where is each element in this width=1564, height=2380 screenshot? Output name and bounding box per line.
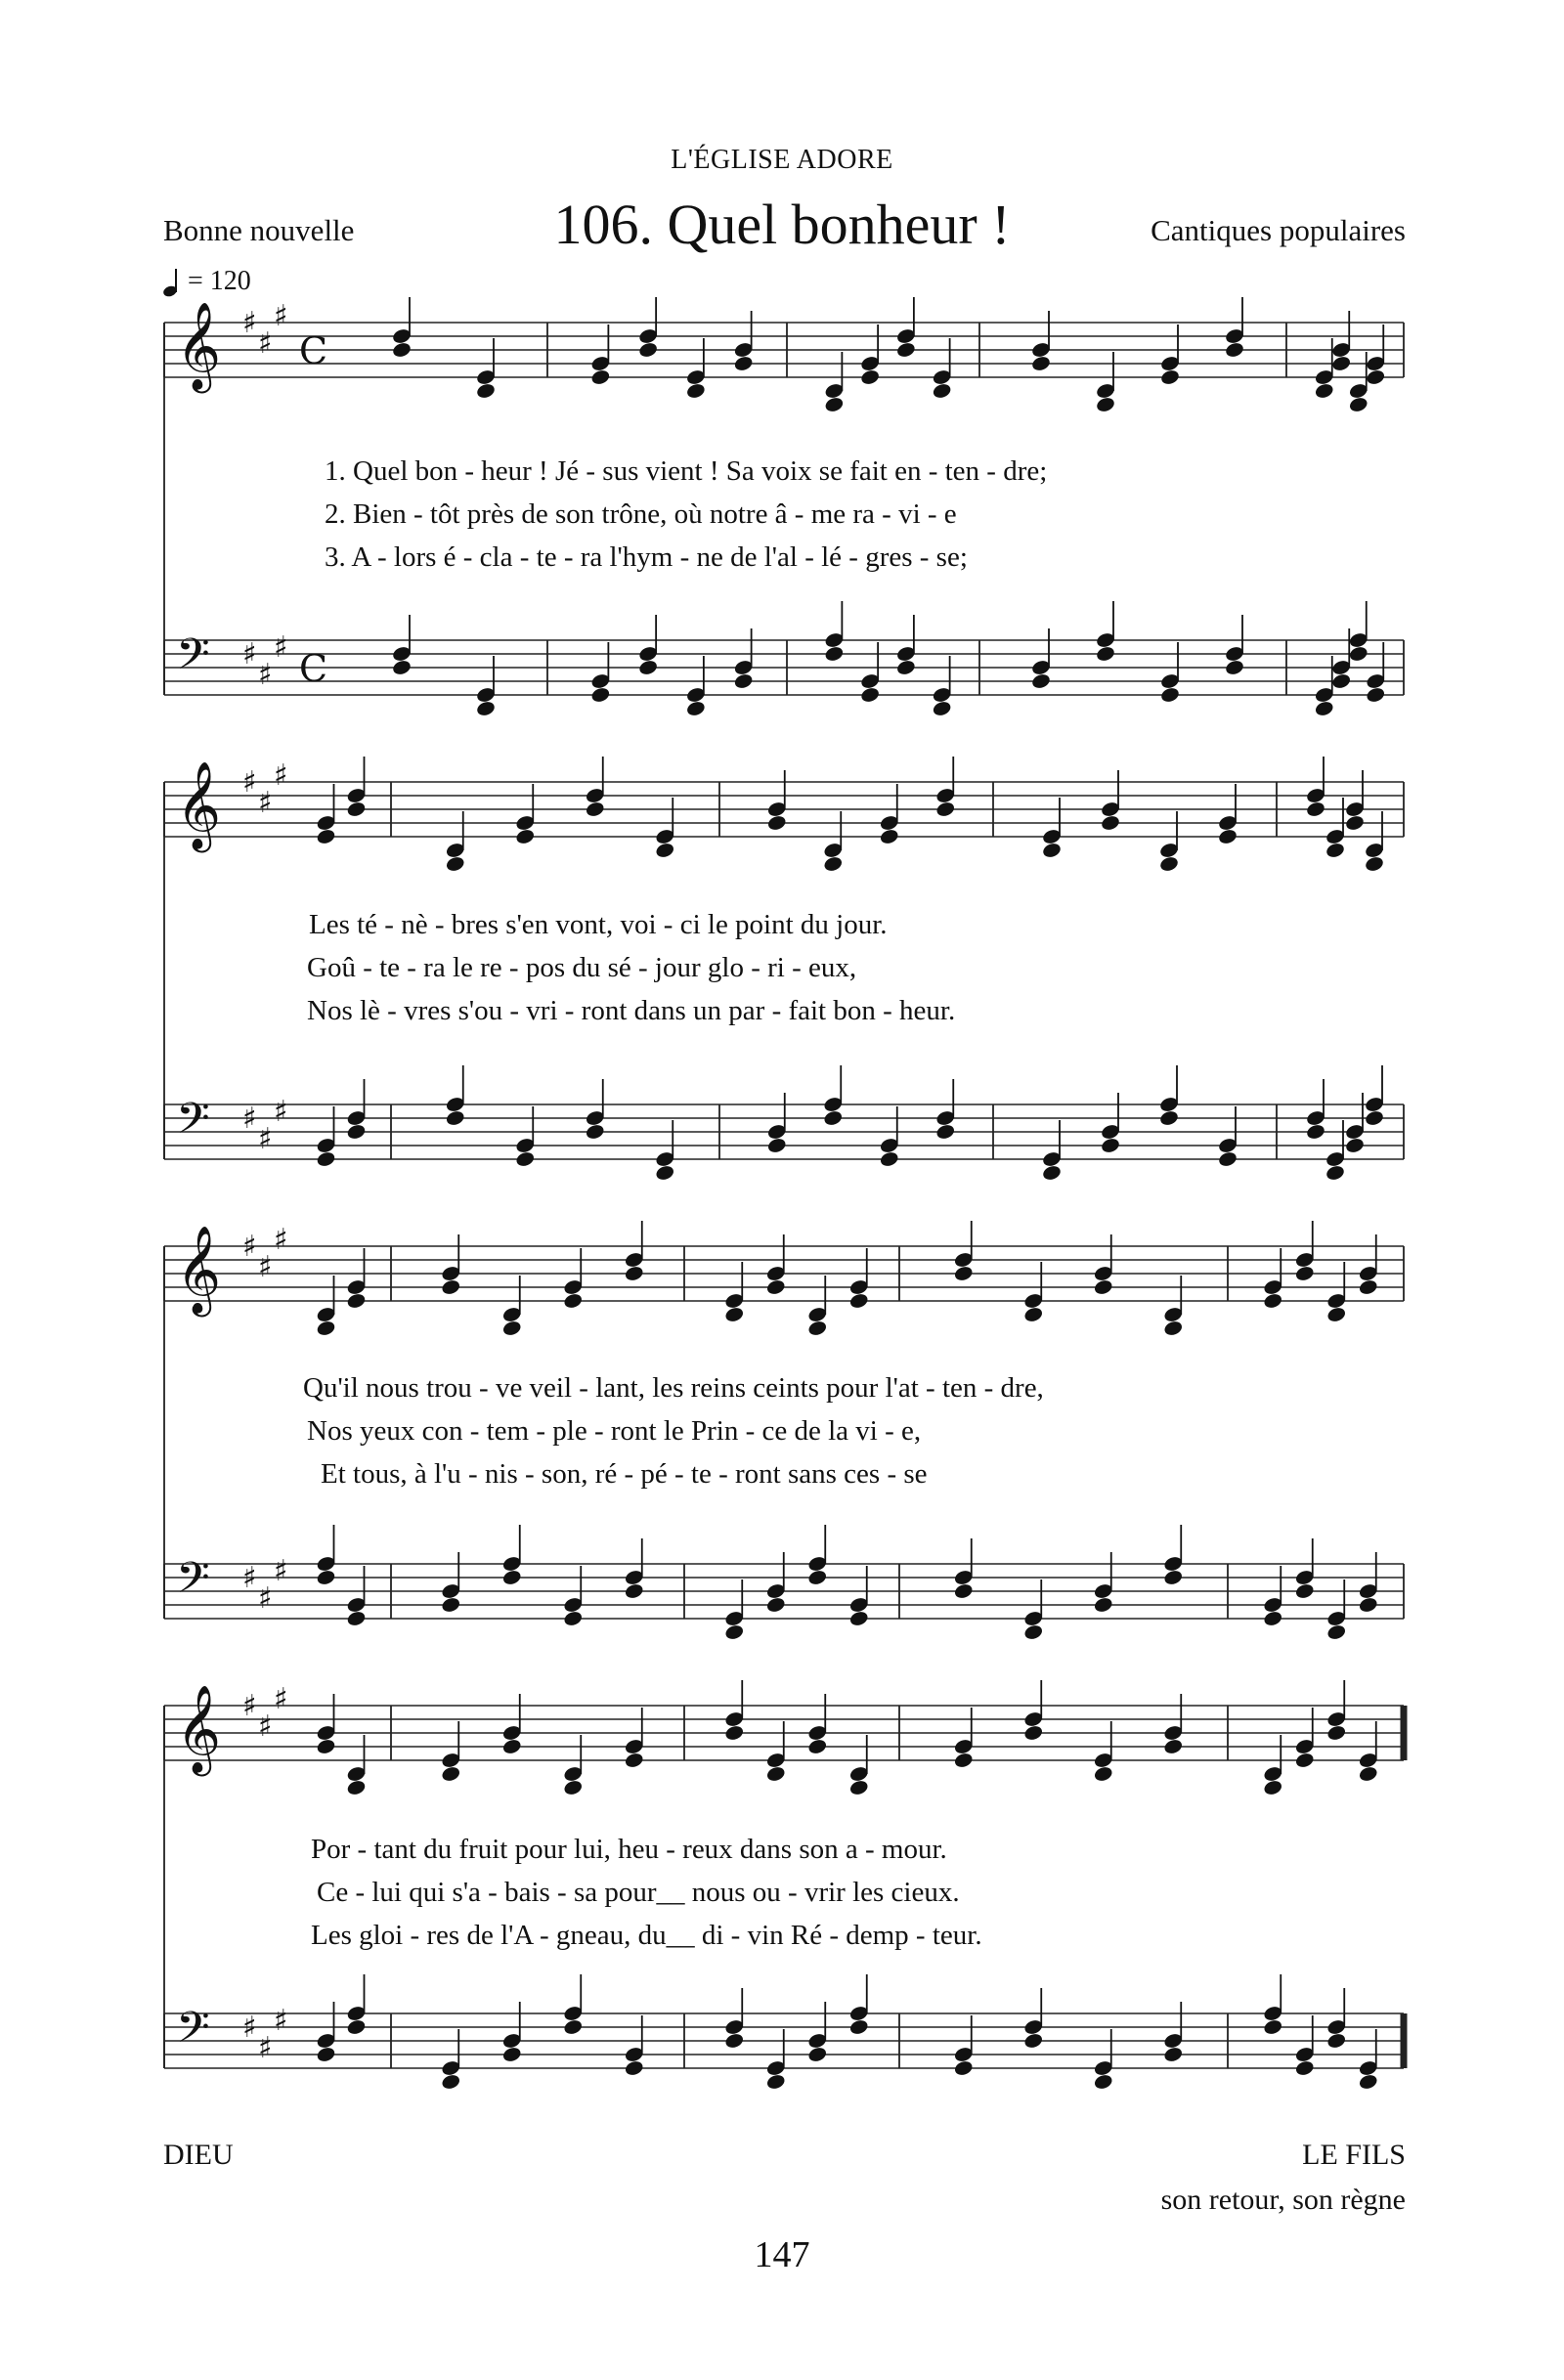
notehead — [1358, 1765, 1378, 1783]
notehead — [935, 1123, 956, 1141]
bass-clef-icon: 𝄢 — [176, 2002, 210, 2063]
notehead — [1294, 1265, 1315, 1282]
notehead — [316, 1569, 336, 1586]
notehead — [685, 382, 706, 400]
sharp-icon: ♯ — [258, 1581, 273, 1616]
lyrics-line: Goû - te - ra le re - pos du sé - jour glo - ri - eux, — [307, 952, 857, 983]
sharp-icon: ♯ — [274, 630, 288, 665]
notehead — [879, 1150, 899, 1168]
notehead — [895, 341, 916, 359]
notehead — [637, 341, 658, 359]
sharp-icon: ♯ — [258, 1250, 273, 1284]
notehead — [1366, 686, 1386, 704]
notehead — [848, 2018, 869, 2036]
notehead — [1263, 1610, 1283, 1627]
sharp-icon: ♯ — [274, 1554, 288, 1588]
notehead — [1314, 382, 1334, 400]
notehead — [501, 1569, 522, 1586]
notehead — [807, 1569, 828, 1586]
lyrics-line: Et tous, à l'u - nis - son, ré - pé - te - ront sans ces - se — [321, 1458, 928, 1490]
notehead — [590, 368, 611, 386]
notehead — [1159, 368, 1180, 386]
notehead — [848, 1779, 869, 1796]
notehead — [1163, 2046, 1184, 2063]
sharp-icon: ♯ — [242, 2011, 257, 2045]
notehead — [1348, 396, 1368, 413]
footer-right-sublabel: son retour, son règne — [1160, 2184, 1406, 2216]
sharp-icon: ♯ — [258, 1122, 273, 1156]
lyrics-line: Nos yeux con - tem - ple - ront le Prin - ce de la vi - e, — [307, 1415, 922, 1447]
notehead — [1294, 1582, 1315, 1600]
notehead — [1364, 855, 1384, 873]
notehead — [585, 801, 605, 818]
treble-clef-icon: 𝄞 — [176, 1685, 222, 1773]
notehead — [346, 1779, 367, 1796]
notehead — [765, 1596, 786, 1614]
notehead — [1023, 1724, 1044, 1742]
notehead — [501, 2046, 522, 2063]
lyrics-line: Qu'il nous trou - ve veil - lant, les reins ceints pour l'at - ten - dre, — [303, 1372, 1044, 1404]
sharp-icon: ♯ — [258, 658, 273, 692]
section-heading: L'ÉGLISE ADORE — [671, 145, 893, 175]
notehead — [316, 2046, 336, 2063]
sharp-icon: ♯ — [274, 1223, 288, 1257]
bass-clef-icon: 𝄢 — [176, 1093, 210, 1154]
notehead — [1263, 1779, 1283, 1796]
sharp-icon: ♯ — [242, 637, 257, 671]
notehead — [1305, 1123, 1325, 1141]
notehead — [624, 1752, 644, 1769]
notehead — [685, 700, 706, 717]
notehead — [848, 1610, 869, 1627]
hymn-source: Cantiques populaires — [1151, 213, 1406, 247]
notehead — [445, 1109, 465, 1127]
notehead — [624, 1582, 644, 1600]
notehead — [515, 1150, 536, 1168]
notehead — [953, 2059, 974, 2077]
notehead — [1348, 645, 1368, 663]
footer-right-label: LE FILS — [1302, 2139, 1406, 2171]
notehead — [1224, 341, 1244, 359]
treble-clef-icon: 𝄞 — [176, 1226, 222, 1314]
notehead — [807, 2046, 828, 2063]
notehead — [445, 855, 465, 873]
notehead — [1030, 355, 1051, 372]
sharp-icon: ♯ — [258, 786, 273, 820]
sharp-icon: ♯ — [274, 299, 288, 333]
notehead — [316, 1150, 336, 1168]
notehead — [346, 1292, 367, 1310]
notehead — [316, 1320, 336, 1337]
notehead — [953, 1752, 974, 1769]
time-signature: C — [299, 647, 328, 690]
notehead — [346, 1610, 367, 1627]
notehead — [824, 645, 845, 663]
notehead — [1325, 1164, 1345, 1182]
notehead — [895, 659, 916, 676]
notehead — [824, 396, 845, 413]
notehead — [859, 686, 880, 704]
notehead — [807, 1738, 828, 1755]
notehead — [346, 1123, 367, 1141]
lyrics-line: 1. Quel bon - heur ! Jé - sus vient ! Sa voix se fait en - ten - dre; — [325, 455, 1048, 487]
notehead — [1093, 1765, 1113, 1783]
tune-name: Bonne nouvelle — [163, 213, 355, 247]
notehead — [1163, 1569, 1184, 1586]
notehead — [765, 2073, 786, 2091]
notehead — [733, 672, 754, 690]
sharp-icon: ♯ — [258, 1709, 273, 1744]
notehead — [391, 659, 412, 676]
lyrics-line: 2. Bien - tôt près de son trône, où notre â - me ra - vi - e — [325, 498, 957, 530]
notehead — [766, 1137, 787, 1154]
notehead — [1093, 2073, 1113, 2091]
sharp-icon: ♯ — [242, 306, 257, 340]
notehead — [724, 1623, 745, 1641]
notehead — [807, 1320, 828, 1337]
footer-left-label: DIEU — [163, 2139, 234, 2171]
notehead — [441, 1596, 461, 1614]
notehead — [316, 828, 336, 845]
notehead — [848, 1292, 869, 1310]
notehead — [932, 700, 952, 717]
notehead — [1023, 1623, 1044, 1641]
lyrics-line: Les gloi - res de l'A - gneau, du__ di - vin Ré - demp - teur. — [311, 1920, 982, 1951]
page-number: 147 — [754, 2234, 810, 2275]
notehead — [1041, 1164, 1062, 1182]
sharp-icon: ♯ — [274, 1095, 288, 1129]
notehead — [1305, 801, 1325, 818]
notehead — [475, 382, 496, 400]
lyrics-line: Les té - nè - bres s'en vont, voi - ci le point du jour. — [309, 909, 888, 940]
hymn-title: 106. Quel bonheur ! — [553, 193, 1011, 256]
notehead — [1358, 1596, 1378, 1614]
notehead — [515, 828, 536, 845]
notehead — [1163, 1320, 1184, 1337]
notehead — [1366, 368, 1386, 386]
notehead — [1344, 1137, 1365, 1154]
notehead — [441, 1278, 461, 1296]
notehead — [501, 1738, 522, 1755]
notehead — [1294, 2059, 1315, 2077]
notehead — [1294, 1752, 1315, 1769]
notehead — [935, 801, 956, 818]
time-signature: C — [299, 329, 328, 372]
notehead — [1263, 1292, 1283, 1310]
sharp-icon: ♯ — [242, 1689, 257, 1723]
notehead — [1325, 842, 1345, 859]
sharp-icon: ♯ — [242, 1102, 257, 1136]
notehead — [1030, 672, 1051, 690]
lyrics-line: Por - tant du fruit pour lui, heu - reux dans son a - mour. — [311, 1834, 947, 1865]
notehead — [879, 828, 899, 845]
notehead — [823, 1109, 844, 1127]
notehead — [1263, 2018, 1283, 2036]
notehead — [1100, 1137, 1120, 1154]
notehead — [1159, 686, 1180, 704]
notehead — [765, 1765, 786, 1783]
notehead — [1344, 814, 1365, 832]
notehead — [1331, 672, 1352, 690]
notehead — [624, 2059, 644, 2077]
notehead — [475, 700, 496, 717]
notehead — [823, 855, 844, 873]
sharp-icon: ♯ — [258, 326, 273, 361]
lyrics-line: Nos lè - vres s'ou - vri - ront dans un par - fait bon - heur. — [307, 995, 956, 1026]
notehead — [733, 355, 754, 372]
notehead — [765, 1278, 786, 1296]
notehead — [316, 1738, 336, 1755]
treble-clef-icon: 𝄞 — [176, 302, 222, 390]
notehead — [590, 686, 611, 704]
sharp-icon: ♯ — [274, 2004, 288, 2038]
notehead — [1326, 1306, 1347, 1323]
notehead — [1095, 396, 1115, 413]
tempo-value: = 120 — [188, 266, 251, 296]
notehead — [1217, 1150, 1238, 1168]
notehead — [346, 801, 367, 818]
notehead — [637, 659, 658, 676]
notehead — [766, 814, 787, 832]
notehead — [441, 2073, 461, 2091]
notehead — [563, 1779, 584, 1796]
bass-clef-icon: 𝄢 — [176, 1552, 210, 1614]
lyrics-line: 3. A - lors é - cla - te - ra l'hym - ne de l'al - lé - gres - se; — [325, 541, 968, 573]
notehead — [1364, 1109, 1384, 1127]
notehead — [724, 1306, 745, 1323]
notehead — [1093, 1278, 1113, 1296]
notehead — [1224, 659, 1244, 676]
sharp-icon: ♯ — [242, 765, 257, 800]
sharp-icon: ♯ — [258, 2031, 273, 2065]
notehead — [563, 1610, 584, 1627]
sharp-icon: ♯ — [274, 758, 288, 793]
sharp-icon: ♯ — [242, 1230, 257, 1264]
notehead — [724, 1724, 745, 1742]
notehead — [563, 2018, 584, 2036]
sharp-icon: ♯ — [274, 1682, 288, 1716]
notehead — [1217, 828, 1238, 845]
sharp-icon: ♯ — [242, 1561, 257, 1595]
notehead — [1100, 814, 1120, 832]
notehead — [501, 1320, 522, 1337]
notehead — [1093, 1596, 1113, 1614]
notehead — [1158, 855, 1179, 873]
notehead — [1358, 2073, 1378, 2091]
notehead — [953, 1582, 974, 1600]
notehead — [1041, 842, 1062, 859]
notehead — [724, 2032, 745, 2050]
notehead — [624, 1265, 644, 1282]
notehead — [585, 1123, 605, 1141]
notehead — [1326, 1623, 1347, 1641]
notehead — [391, 341, 412, 359]
notehead — [1358, 1278, 1378, 1296]
lyrics-line: Ce - lui qui s'a - bais - sa pour__ nous ou - vrir les cieux. — [317, 1877, 960, 1908]
notehead — [441, 1765, 461, 1783]
treble-clef-icon: 𝄞 — [176, 761, 222, 849]
notehead — [1023, 1306, 1044, 1323]
notehead — [1095, 645, 1115, 663]
notehead — [563, 1292, 584, 1310]
notehead — [655, 842, 675, 859]
bass-clef-icon: 𝄢 — [176, 628, 210, 690]
notehead — [1326, 1724, 1347, 1742]
notehead — [1158, 1109, 1179, 1127]
notehead — [953, 1265, 974, 1282]
notehead — [655, 1164, 675, 1182]
notehead — [1023, 2032, 1044, 2050]
notehead — [1331, 355, 1352, 372]
notehead — [1163, 1738, 1184, 1755]
notehead — [346, 2018, 367, 2036]
notehead — [1314, 700, 1334, 717]
notehead — [932, 382, 952, 400]
notehead — [859, 368, 880, 386]
notehead — [1326, 2032, 1347, 2050]
